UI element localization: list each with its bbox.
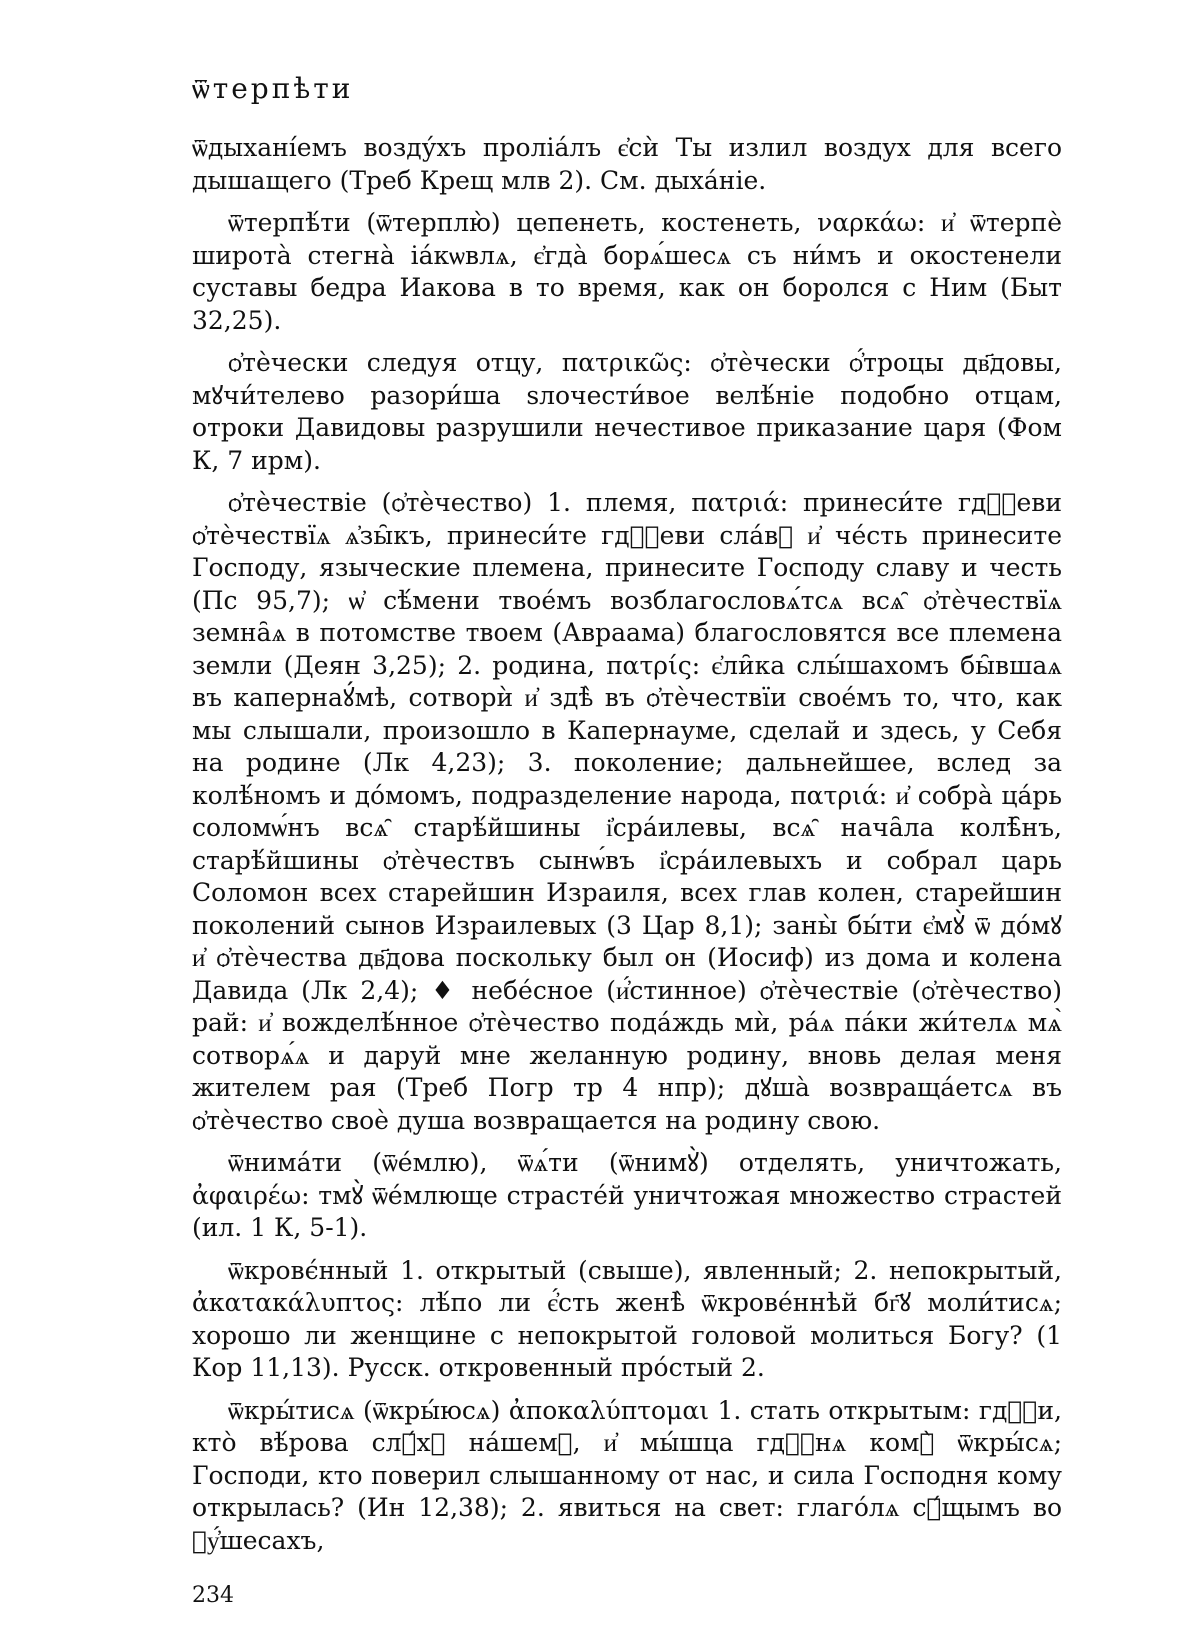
dictionary-entry-3: [192, 347, 1062, 477]
dictionary-entry-1: [192, 132, 1062, 197]
running-head: ѿтерпѣти: [192, 72, 354, 105]
entry-text: ѿдыхані́емъ возду́хъ проліа́лъ є҆сѝ Ты излил воздух для всего дышащего (Треб Крещ млв 2). См. дыха́ніе.: [192, 133, 1062, 195]
dictionary-page: [192, 72, 1062, 1567]
entry-text: ѻ҆тѐчествіе (ѻ҆тѐчество) 1. племя, πατριά: принеси́те гдⷭ҇еви ѻ҆тѐчествїѧ ѧ҆зы̑къ, принеси́те гдⷭ҇еви сла́вꙋ и҆ че́сть принесите Господу, языческие племена, принесите Господу славу и честь (Пс 95,7); ѡ҆ сѣ́мени твое́мъ возблагословѧ́тсѧ всѧ̑ ѻ҆тѐчествїѧ земна̑ѧ в потомстве твоем (Авраама) благословятся все племена земли (Деян 3,25); 2. родина, πατρίς: є҆ли̑ка слы́шахомъ бы̑вшаѧ въ капернаꙋ́мѣ, сотворѝ и҆ здѣ̀ въ ѻ҆тѐчествїи свое́мъ то, что, как мы слышали, произошло в Капернауме, сделай и здесь, у Себя на родине (Лк 4,23); 3. поколение; дальнейшее, вслед за колѣ́номъ и до́момъ, подразделение народа, πατριά: и҆ собра̀ ца́рь соломѡ́нъ всѧ̑ старѣ́йшины і҆сра́илевы, всѧ̑ нача̑ла колѣ̑нъ, старѣ́йшины ѻ҆тѐчествъ сынѡ́въ і҆сра́илевыхъ и собрал царь Соломон всех старейшин Израиля, всех глав колен, старейшин поколений сынов Израилевых (3 Цар 8,1); заны̀ бы́ти є҆мꙋ̀ ѿ до́мꙋ и҆ ѻ҆тѐчества дв҃дова поскольку был он (Иосиф) из дома и колена Давида (Лк 2,4); ♦ небе́сное (и҆́стинное) ѻ҆тѐчествіе (ѻ҆тѐчество) рай: и҆ вожделѣ́нное ѻ҆тѐчество пода́ждь мѝ, ра́ѧ па́ки жи́телѧ мѧ̀ сотворѧ́ѧ и даруй мне желанную родину, вновь делая меня жителем рая (Треб Погр тр 4 нпр); дꙋша̀ возвраща́етсѧ въ ѻ҆тѐчество своѐ душа возвращается на родину свою.: [192, 488, 1062, 1135]
entry-text: ѿкры́тисѧ (ѿкры́юсѧ) ἀποκαλύπτομαι 1. стать открытым: гдⷭ҇и, кто̀ вѣ́рова слꙋ́хꙋ на́шемꙋ, и҆ мы́шца гдⷭ҇нѧ комꙋ̀ ѿкры́сѧ; Господи, кто поверил слышанному от нас, и сила Господня кому открылась? (Ин 12,38); 2. явиться на свет: глаго́лѧ сꙋ́щымъ во ᲂу҆́шесахъ,: [192, 1395, 1062, 1555]
dictionary-entry-4: [192, 487, 1062, 1137]
dictionary-entry-2: [192, 207, 1062, 337]
page-number: 234: [192, 1583, 234, 1608]
entry-text: ѿкровє́нный 1. открытый (свыше), явленный; 2. непокрытый, ἀκατακάλυπτος: лѣ́по ли є҆́сть женѣ̀ ѿкрове́ннѣй бг҃ꙋ моли́тисѧ; хорошо ли женщине с непокрытой головой молиться Богу? (1 Кор 11,13). Русск. откровенный про́стый 2.: [192, 1255, 1062, 1382]
dictionary-entry-7: [192, 1395, 1062, 1558]
entry-text: ѿнима́ти (ѿе́млю), ѿѧ́ти (ѿнимꙋ̀) отделять, уничтожать, ἀφαιρέω: тмꙋ̀ ѿе́млющe страсте́й уничтожая множество страстей (ил. 1 К, 5-1).: [192, 1148, 1062, 1242]
dictionary-entry-6: [192, 1255, 1062, 1385]
dictionary-entry-5: [192, 1147, 1062, 1245]
entry-text: ѻ҆тѐчески следуя отцу, πατρικῶς: ѻ҆тѐчески ѻ҆́троцы дв҃довы, мꙋчи́телево разори́ша ѕлочести́вое велѣ́ніе подобно отцам, отроки Давидовы разрушили нечестивое приказание царя (Фом К, 7 ирм).: [192, 348, 1062, 475]
entry-text: ѿтерпѣ́ти (ѿтерплю̀) цепенеть, костенеть, ναρκάω: и҆ ѿтерпѐ широта̀ стегна̀ іа́кѡвлѧ, є҆гда̀ борѧ́шесѧ съ ни́мъ и окостенели суставы бедра Иакова в то время, как он боролся с Ним (Быт 32,25).: [192, 208, 1062, 335]
